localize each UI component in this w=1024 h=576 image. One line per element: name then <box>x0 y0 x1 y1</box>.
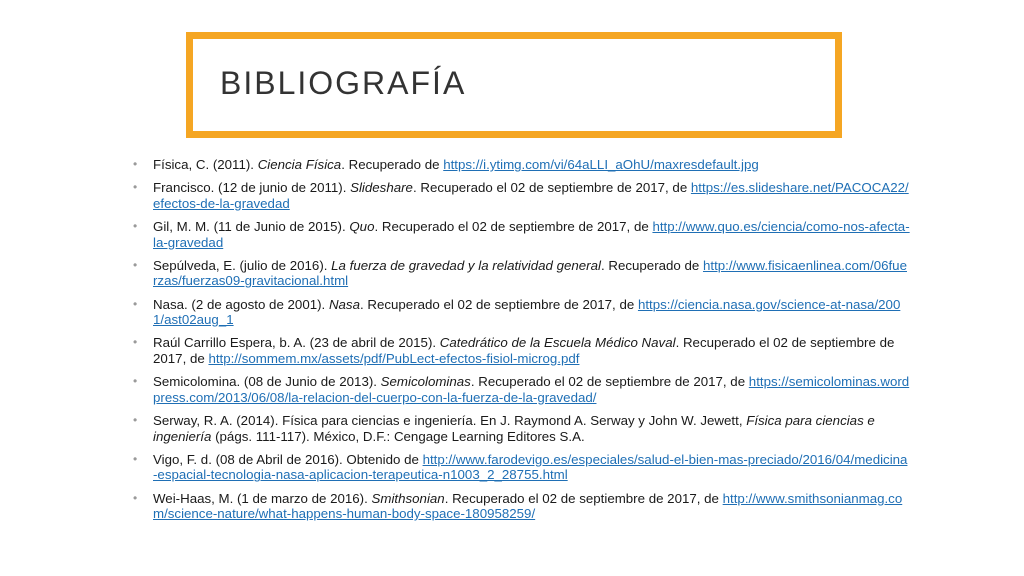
reference-text: Sepúlveda, E. (julio de 2016). <box>153 257 332 273</box>
bullet-icon: • <box>133 219 138 234</box>
reference-text: Vigo, F. d. (08 de Abril de 2016). Obtenido de <box>153 451 423 467</box>
reference-italic-text: Slideshare <box>350 180 413 196</box>
bullet-icon: • <box>133 180 138 195</box>
reference-link[interactable]: http://sommem.mx/assets/pdf/PubLect-efectos-fisiol-microg.pdf <box>208 350 580 366</box>
reference-link[interactable]: https://es.slideshare.net/PACOCA22/efectos-de-la-gravedad <box>153 180 909 211</box>
reference-text: . Recuperado el 02 de septiembre de 2017, de <box>153 335 895 366</box>
reference-italic-text: Física para ciencias e ingeniería <box>153 413 875 444</box>
reference-italic-text: La fuerza de gravedad y la relatividad general <box>331 257 601 273</box>
reference-italic-text: Quo <box>349 219 375 235</box>
reference-text: Física, C. (2011). <box>153 157 258 172</box>
reference-italic-text: Smithsonian <box>371 490 445 506</box>
bullet-icon: • <box>133 296 138 311</box>
slide-title: BIBLIOGRAFÍA <box>220 65 467 101</box>
bullet-icon: • <box>133 490 138 505</box>
reference-item <box>130 452 910 483</box>
reference-link[interactable]: http://www.farodevigo.es/especiales/salud-el-bien-mas-preciado/2016/04/medicina-espacial-tecnologia-nasa-aplicacion-terapeutica-n1003_2_28755.html <box>153 451 908 483</box>
reference-link[interactable]: http://www.fisicaenlinea.com/06fuerzas/fuerzas09-gravitacional.html <box>153 257 907 289</box>
bullet-icon: • <box>133 374 138 389</box>
reference-text: Semicolomina. (08 de Junio de 2013). <box>153 374 381 390</box>
reference-item <box>130 219 910 250</box>
bullet-icon: • <box>133 157 138 171</box>
reference-link[interactable]: http://www.smithsonianmag.com/science-nature/what-happens-human-body-space-180958259/ <box>153 490 903 522</box>
reference-link[interactable]: https://semicolominas.wordpress.com/2013/06/08/la-relacion-del-cuerpo-con-la-fuerza-de-la-gravedad/ <box>153 374 910 405</box>
reference-link[interactable]: https://ciencia.nasa.gov/science-at-nasa/2001/ast02aug_1 <box>153 296 901 328</box>
reference-item <box>130 374 910 405</box>
reference-text: Nasa. (2 de agosto de 2001). <box>153 296 329 312</box>
reference-text: Serway, R. A. (2014). Física para ciencias e ingeniería. En J. Raymond A. Serway y John W. Jewett, <box>153 413 747 429</box>
reference-text: . Recuperado el 02 de septiembre de 2017, de <box>470 374 749 390</box>
reference-item <box>130 335 910 366</box>
reference-item <box>130 258 910 289</box>
reference-text: Wei-Haas, M. (1 de marzo de 2016). <box>153 490 372 506</box>
reference-link[interactable]: https://i.ytimg.com/vi/64aLLI_aOhU/maxresdefault.jpg <box>443 157 759 172</box>
reference-italic-text: Nasa <box>328 296 360 312</box>
reference-text: Gil, M. M. (11 de Junio de 2015). <box>153 219 350 235</box>
reference-text: Francisco. (12 de junio de 2011). <box>153 180 351 196</box>
bullet-icon: • <box>133 413 138 428</box>
reference-list <box>130 157 910 529</box>
reference-text: . Recuperado el 02 de septiembre de 2017, de <box>359 296 638 312</box>
reference-item <box>130 491 910 522</box>
reference-text: . Recuperado el 02 de septiembre de 2017, de <box>444 490 723 506</box>
reference-italic-text: Ciencia Física <box>257 157 342 172</box>
bullet-icon: • <box>133 257 138 272</box>
reference-italic-text: Semicolominas <box>380 374 471 390</box>
reference-text: . Recuperado el 02 de septiembre de 2017, de <box>412 180 691 196</box>
bullet-icon: • <box>133 335 138 350</box>
reference-italic-text: Catedrático de la Escuela Médico Naval <box>439 335 676 351</box>
reference-item <box>130 413 910 444</box>
reference-item <box>130 180 910 211</box>
reference-item <box>130 157 910 173</box>
reference-text: . Recuperado de <box>341 157 444 172</box>
bullet-icon: • <box>133 451 138 466</box>
reference-text: (págs. 111-117). México, D.F.: Cengage Learning Editores S.A. <box>211 428 585 444</box>
reference-link[interactable]: http://www.quo.es/ciencia/como-nos-afecta-la-gravedad <box>153 219 910 250</box>
reference-text: . Recuperado de <box>600 257 703 273</box>
reference-text: . Recuperado el 02 de septiembre de 2017, de <box>374 219 653 235</box>
reference-item <box>130 297 910 328</box>
reference-text: Raúl Carrillo Espera, b. A. (23 de abril de 2015). <box>153 335 440 351</box>
